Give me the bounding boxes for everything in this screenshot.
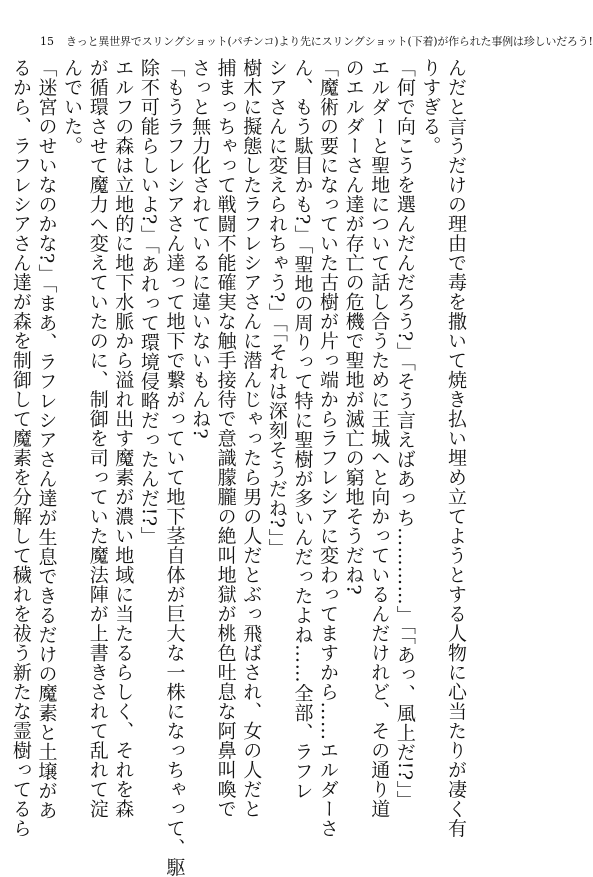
text-line: ん、もう駄目かも?」「聖地の周りって特に聖樹が多いんだったよね……全部、ラフレ <box>291 58 314 801</box>
text-line: 除不可能らしいよ?」「あれって環境侵略だったんだ!?」 <box>137 58 160 547</box>
text-line: シアさんに変えられちゃう?」「「それは深刻そうだね?」」 <box>265 58 288 558</box>
text-line: りすぎる。 <box>419 58 442 156</box>
text-line: 「魔術の要になっていた古樹が片っ端からラフレシアに変わってますから……エルダーさ <box>317 58 340 838</box>
text-line: 「迷宮のせいなのかな?」「まあ、ラフレシアさん達が生息できるだけの魔素と土壌があ <box>35 58 58 820</box>
text-line: んでいた。 <box>61 58 84 156</box>
text-line: エルダーと聖地について話し合うために王城へと向かっているんだけれど、その通り道 <box>368 58 391 819</box>
text-line: が循環させて魔力へ変えていたのに、制御を司っていた魔法陣が上書きされて乱れて淀 <box>86 58 109 819</box>
text-line: 捕まっちゃって戦闘不能確実な触手接待で意識朦朧の絶叫地獄が桃色吐息な阿鼻叫喚で <box>214 58 237 819</box>
text-line: 樹木に擬態したラフレシアさんに潜んじゃったら男の人だとぶっ飛ばされ、女の人だと <box>240 58 263 819</box>
text-line: るから、ラフレシアさん達が森を制御して魔素を分解して穢れを祓う新たな霊樹ってるら <box>9 58 32 838</box>
text-line: のエルダーさん達が存亡の危機で聖地が滅亡の窮地そうだね? <box>342 58 365 596</box>
text-line: さっと無力化されているに違いないもんね? <box>189 58 212 440</box>
running-title: きっと異世界でスリングショット(パチンコ)より先にスリングショット(下着)が作られた事例は珍しいだろう! <box>66 35 593 48</box>
body-text <box>9 58 468 877</box>
text-line: 「何で向こうを選んだんだろう?」「そう言えばあっち…………」「「あっ、風上だ!?」」 <box>393 58 416 811</box>
running-header <box>40 33 593 51</box>
page-number: 15 <box>40 35 54 48</box>
text-line: エルフの森は立地的に地下水脈から溢れ出す魔素が濃い地域に当たるらしく、それを森 <box>112 58 135 819</box>
text-line: 「もうラフレシアさん達って地下で繋がっていて地下茎自体が巨大な一株になっちゃって、駆 <box>163 58 186 877</box>
text-line: んだと言うだけの理由で毒を撒いて焼き払い埋め立てようとする人物に心当たりが凄く有 <box>445 58 467 838</box>
